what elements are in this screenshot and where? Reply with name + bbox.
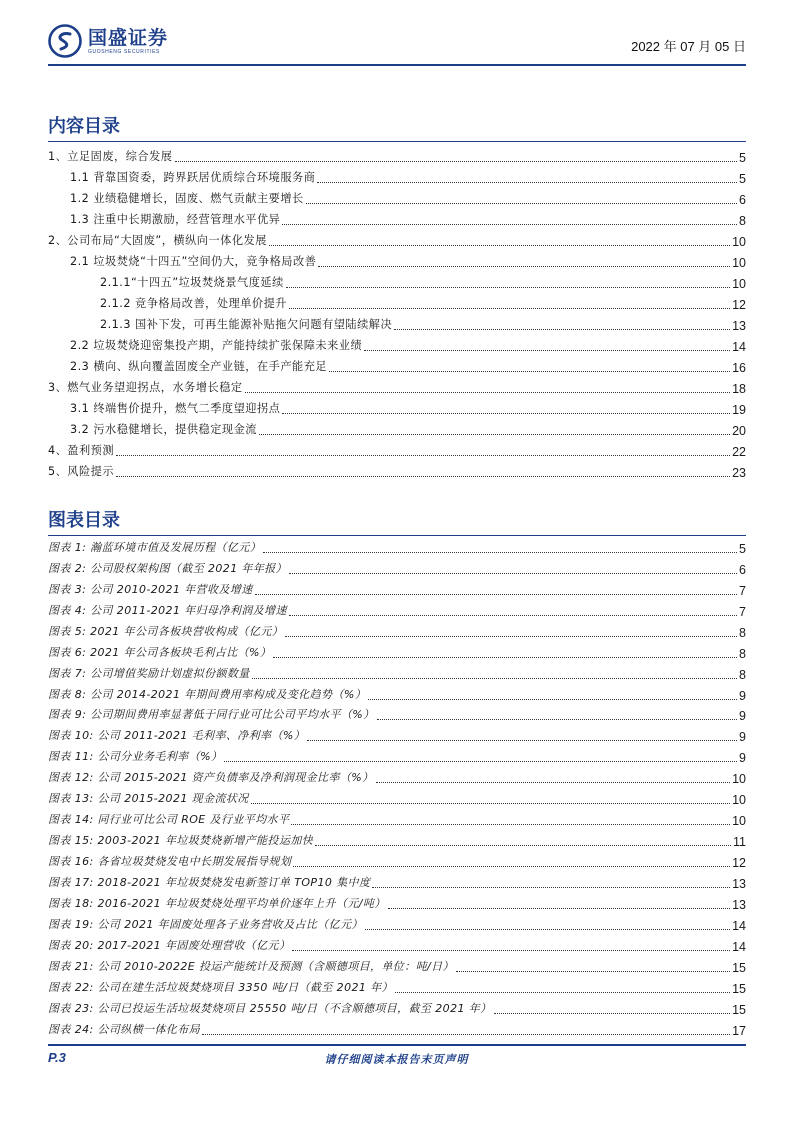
toc-entry-label: 2.1.2 竞争格局改善，处理单价提升 bbox=[100, 297, 287, 310]
figure-entry-label: 图表 20: 2017-2021 年固废处理营收（亿元） bbox=[48, 938, 291, 952]
toc-leader-dots bbox=[289, 308, 730, 309]
toc-entry-page: 13 bbox=[732, 319, 746, 333]
toc-entry[interactable] bbox=[48, 293, 746, 314]
figure-entry-label: 图表 21: 公司 2010-2022E 投运产能统计及预测（含顺德项目，单位：吨/日） bbox=[48, 959, 454, 973]
toc-entry-page: 6 bbox=[739, 193, 746, 207]
toc-entry-page: 23 bbox=[732, 466, 746, 480]
figure-entry[interactable] bbox=[48, 558, 746, 579]
toc-leader-dots bbox=[282, 413, 730, 414]
figure-entry-label: 图表 16: 各省垃圾焚烧发电中长期发展指导规划 bbox=[48, 855, 292, 868]
figure-entry-label: 图表 10: 公司 2011-2021 毛利率、净利率（%） bbox=[48, 729, 306, 743]
toc-entry[interactable] bbox=[48, 188, 746, 209]
figure-entry-label: 图表 3: 公司 2010-2021 年营收及增速 bbox=[48, 582, 253, 596]
toc-entry-label: 2、公司布局“大固废”，横纵向一体化发展 bbox=[48, 234, 267, 247]
figure-entry-page: 17 bbox=[732, 1023, 746, 1038]
toc-entry-label: 3.1 终端售价提升，燃气二季度望迎拐点 bbox=[70, 402, 281, 415]
toc-entry-page: 14 bbox=[732, 340, 746, 354]
figure-entry-label: 图表 17: 2018-2021 年垃圾焚烧发电新签订单 TOP10 集中度 bbox=[48, 875, 371, 889]
figure-leader-dots bbox=[372, 887, 730, 888]
toc-entry-page: 20 bbox=[732, 424, 746, 438]
figure-entry-label: 图表 19: 公司 2021 年固废处理各子业务营收及占比（亿元） bbox=[48, 917, 363, 931]
toc-entry[interactable] bbox=[48, 419, 746, 440]
toc-leader-dots bbox=[116, 455, 730, 456]
figure-entry[interactable] bbox=[48, 893, 746, 914]
figure-entry-page: 14 bbox=[732, 918, 746, 933]
toc-entry[interactable] bbox=[48, 167, 746, 188]
figure-leader-dots bbox=[456, 971, 730, 972]
brand-name: 国盛证券 bbox=[88, 26, 169, 49]
figure-entry-label: 图表 18: 2016-2021 年垃圾焚烧处理平均单价逐年上升（元/吨） bbox=[48, 896, 386, 910]
toc-title: 内容目录 bbox=[48, 116, 120, 137]
figure-entry-page: 9 bbox=[739, 709, 746, 724]
figure-leader-dots bbox=[224, 761, 737, 762]
figure-entry-page: 15 bbox=[732, 1002, 746, 1017]
figure-leader-dots bbox=[293, 866, 730, 867]
toc-entry[interactable] bbox=[48, 377, 746, 398]
toc-entry[interactable] bbox=[48, 398, 746, 419]
figure-leader-dots bbox=[376, 782, 731, 783]
toc-entry-label: 5、风险提示 bbox=[48, 465, 115, 478]
toc-entry-label: 2.3 横向、纵向覆盖固废全产业链，在手产能充足 bbox=[70, 360, 328, 373]
figure-entry-label: 图表 14: 同行业可比公司 ROE 及行业平均水平 bbox=[48, 813, 290, 827]
figure-entry-page: 9 bbox=[739, 730, 746, 745]
figure-entry-page: 5 bbox=[739, 541, 746, 556]
figure-entry[interactable] bbox=[48, 746, 746, 767]
figure-entry[interactable] bbox=[48, 537, 746, 558]
figure-entry[interactable] bbox=[48, 851, 746, 872]
figure-entry-page: 15 bbox=[732, 981, 746, 996]
brand-subtitle: GUOSHENG SECURITIES bbox=[88, 48, 160, 55]
toc-title-divider bbox=[48, 141, 746, 142]
footer-divider bbox=[48, 1044, 746, 1046]
figure-entry-page: 10 bbox=[732, 772, 746, 787]
figure-entry-page: 14 bbox=[732, 939, 746, 954]
figure-entry-page: 9 bbox=[739, 751, 746, 766]
figure-entry-label: 图表 23: 公司已投运生活垃圾焚烧项目 25550 吨/日（不含顺德项目，截至 2021 年） bbox=[48, 1001, 492, 1015]
toc-entry-label: 2.1.3 国补下发，可再生能源补贴拖欠问题有望陆续解决 bbox=[100, 318, 393, 331]
figure-entry[interactable] bbox=[48, 788, 746, 809]
figure-entry-label: 图表 7: 公司增值奖励计划虚拟份额数量 bbox=[48, 666, 250, 680]
figure-entry-page: 15 bbox=[732, 960, 746, 975]
toc-leader-dots bbox=[286, 287, 730, 288]
figure-entry-label: 图表 8: 公司 2014-2021 年期间费用率构成及变化趋势（%） bbox=[48, 687, 367, 701]
figure-entry-page: 10 bbox=[732, 814, 746, 829]
toc-entry-label: 1、立足固废，综合发展 bbox=[48, 150, 173, 163]
toc-entry-label: 2.1.1“十四五”垃圾焚烧景气度延续 bbox=[100, 276, 284, 289]
figure-entry[interactable] bbox=[48, 600, 746, 621]
figures-title: 图表目录 bbox=[48, 510, 120, 531]
figure-entry[interactable] bbox=[48, 621, 746, 642]
figure-entry[interactable] bbox=[48, 684, 746, 705]
figure-entry[interactable] bbox=[48, 998, 746, 1019]
toc-leader-dots bbox=[318, 266, 730, 267]
toc-entry-page: 12 bbox=[732, 298, 746, 312]
toc-entry-page: 10 bbox=[732, 277, 746, 291]
figure-entry-page: 7 bbox=[739, 583, 746, 598]
toc-entry-label: 1.3 注重中长期激励，经营管理水平优异 bbox=[70, 213, 281, 226]
toc-leader-dots bbox=[317, 182, 737, 183]
toc-entry[interactable] bbox=[48, 461, 746, 482]
figure-leader-dots bbox=[263, 552, 737, 553]
toc-entry-label: 1.2 业绩稳健增长，固废、燃气贡献主要增长 bbox=[70, 192, 304, 205]
toc-entry[interactable] bbox=[48, 230, 746, 251]
figure-entry-page: 10 bbox=[732, 793, 746, 808]
figure-leader-dots bbox=[251, 803, 730, 804]
figure-leader-dots bbox=[307, 740, 737, 741]
toc-leader-dots bbox=[306, 203, 737, 204]
figure-entry-page: 13 bbox=[732, 876, 746, 891]
figure-leader-dots bbox=[252, 678, 737, 679]
figure-entry[interactable] bbox=[48, 767, 746, 788]
toc-entry[interactable] bbox=[48, 440, 746, 461]
figure-entry[interactable] bbox=[48, 830, 746, 851]
figure-leader-dots bbox=[315, 845, 731, 846]
figure-entry-page: 13 bbox=[732, 897, 746, 912]
figures-list bbox=[48, 537, 746, 1040]
toc-leader-dots bbox=[259, 434, 730, 435]
brand-logo-icon bbox=[48, 24, 82, 58]
figure-entry-page: 8 bbox=[739, 646, 746, 661]
toc-leader-dots bbox=[116, 476, 730, 477]
page-header bbox=[48, 22, 746, 66]
figure-leader-dots bbox=[202, 1034, 730, 1035]
figure-entry-page: 12 bbox=[732, 856, 746, 870]
figure-leader-dots bbox=[289, 615, 737, 616]
figure-entry-label: 图表 24: 公司纵横一体化布局 bbox=[48, 1022, 201, 1036]
figure-leader-dots bbox=[255, 594, 737, 595]
figure-entry-label: 图表 15: 2003-2021 年垃圾焚烧新增产能投运加快 bbox=[48, 834, 314, 848]
toc-entry[interactable] bbox=[48, 272, 746, 293]
brand-logo bbox=[48, 24, 168, 58]
toc-entry-page: 5 bbox=[739, 151, 746, 165]
figure-entry[interactable] bbox=[48, 977, 746, 998]
toc-entry-label: 2.1 垃圾焚烧“十四五”空间仍大，竞争格局改善 bbox=[70, 255, 317, 268]
figure-entry[interactable] bbox=[48, 663, 746, 684]
figure-entry[interactable] bbox=[48, 914, 746, 935]
toc-entry-label: 3.2 污水稳健增长，提供稳定现金流 bbox=[70, 423, 257, 436]
toc-entry-page: 18 bbox=[732, 382, 746, 396]
figure-entry[interactable] bbox=[48, 1019, 746, 1040]
footer-disclaimer: 请仔细阅读本报告末页声明 bbox=[324, 1053, 469, 1066]
figure-leader-dots bbox=[368, 699, 737, 700]
figures-title-divider bbox=[48, 535, 746, 536]
toc-entry[interactable] bbox=[48, 251, 746, 272]
figure-entry-label: 图表 13: 公司 2015-2021 现金流状况 bbox=[48, 792, 249, 806]
figure-entry-label: 图表 9: 公司期间费用率显著低于同行业可比公司平均水平（%） bbox=[48, 708, 375, 722]
figure-entry-page: 9 bbox=[739, 688, 746, 703]
figure-leader-dots bbox=[292, 950, 730, 951]
toc-entry-page: 16 bbox=[732, 361, 746, 375]
figure-entry-label: 图表 1: 瀚蓝环境市值及发展历程（亿元） bbox=[48, 540, 262, 554]
toc-entry[interactable] bbox=[48, 335, 746, 356]
toc-leader-dots bbox=[364, 350, 730, 351]
toc-entry[interactable] bbox=[48, 314, 746, 335]
toc-leader-dots bbox=[329, 371, 730, 372]
header-divider bbox=[48, 64, 746, 66]
figure-entry-label: 图表 12: 公司 2015-2021 资产负债率及净利润现金比率（%） bbox=[48, 771, 374, 785]
toc-leader-dots bbox=[245, 392, 730, 393]
figure-entry[interactable] bbox=[48, 935, 746, 956]
figure-leader-dots bbox=[289, 573, 737, 574]
figure-entry[interactable] bbox=[48, 705, 746, 726]
figure-entry[interactable] bbox=[48, 809, 746, 830]
toc-entry-page: 19 bbox=[732, 403, 746, 417]
figure-leader-dots bbox=[285, 636, 737, 637]
figure-entry[interactable] bbox=[48, 956, 746, 977]
figure-entry[interactable] bbox=[48, 725, 746, 746]
figure-leader-dots bbox=[291, 824, 730, 825]
toc-entry[interactable] bbox=[48, 209, 746, 230]
figure-leader-dots bbox=[395, 992, 730, 993]
page-number: P.3 bbox=[48, 1050, 66, 1065]
toc-entry-label: 1.1 背靠国资委，跨界跃居优质综合环境服务商 bbox=[70, 171, 316, 184]
figure-entry-page: 7 bbox=[739, 604, 746, 619]
figure-entry-label: 图表 22: 公司在建生活垃圾焚烧项目 3350 吨/日（截至 2021 年） bbox=[48, 980, 393, 994]
figure-entry[interactable] bbox=[48, 642, 746, 663]
figure-entry-label: 图表 11: 公司分业务毛利率（%） bbox=[48, 750, 223, 764]
figure-entry-page: 11 bbox=[733, 835, 746, 850]
figure-leader-dots bbox=[388, 908, 730, 909]
figure-entry[interactable] bbox=[48, 872, 746, 893]
toc-entry-page: 10 bbox=[732, 256, 746, 270]
toc-entry-page: 5 bbox=[739, 172, 746, 186]
figure-entry-page: 8 bbox=[739, 667, 746, 682]
figure-entry-page: 6 bbox=[739, 562, 746, 577]
figure-entry-page: 8 bbox=[739, 625, 746, 640]
toc-entry-label: 2.2 垃圾焚烧迎密集投产期，产能持续扩张保障未来业绩 bbox=[70, 339, 363, 352]
toc-leader-dots bbox=[269, 245, 730, 246]
toc-entry-page: 10 bbox=[732, 235, 746, 249]
figure-leader-dots bbox=[377, 719, 737, 720]
toc-entry-page: 22 bbox=[732, 445, 746, 459]
figure-leader-dots bbox=[273, 657, 737, 658]
toc-leader-dots bbox=[394, 329, 730, 330]
figure-leader-dots bbox=[494, 1013, 731, 1014]
toc-entry-page: 8 bbox=[739, 214, 746, 228]
figure-entry[interactable] bbox=[48, 579, 746, 600]
figure-entry-label: 图表 2: 公司股权架构图（截至 2021 年年报） bbox=[48, 561, 288, 575]
figure-entry-label: 图表 5: 2021 年公司各板块营收构成（亿元） bbox=[48, 624, 284, 638]
toc-list bbox=[48, 146, 746, 482]
toc-entry[interactable] bbox=[48, 146, 746, 167]
figure-entry-label: 图表 6: 2021 年公司各板块毛利占比（%） bbox=[48, 645, 272, 659]
toc-leader-dots bbox=[175, 161, 738, 162]
report-date: 2022 年 07 月 05 日 bbox=[631, 39, 746, 54]
toc-entry-label: 4、盈利预测 bbox=[48, 444, 115, 457]
toc-entry-label: 3、燃气业务望迎拐点，水务增长稳定 bbox=[48, 381, 243, 394]
figure-entry-label: 图表 4: 公司 2011-2021 年归母净利润及增速 bbox=[48, 603, 287, 617]
toc-entry[interactable] bbox=[48, 356, 746, 377]
figure-leader-dots bbox=[365, 929, 730, 930]
toc-leader-dots bbox=[282, 224, 737, 225]
